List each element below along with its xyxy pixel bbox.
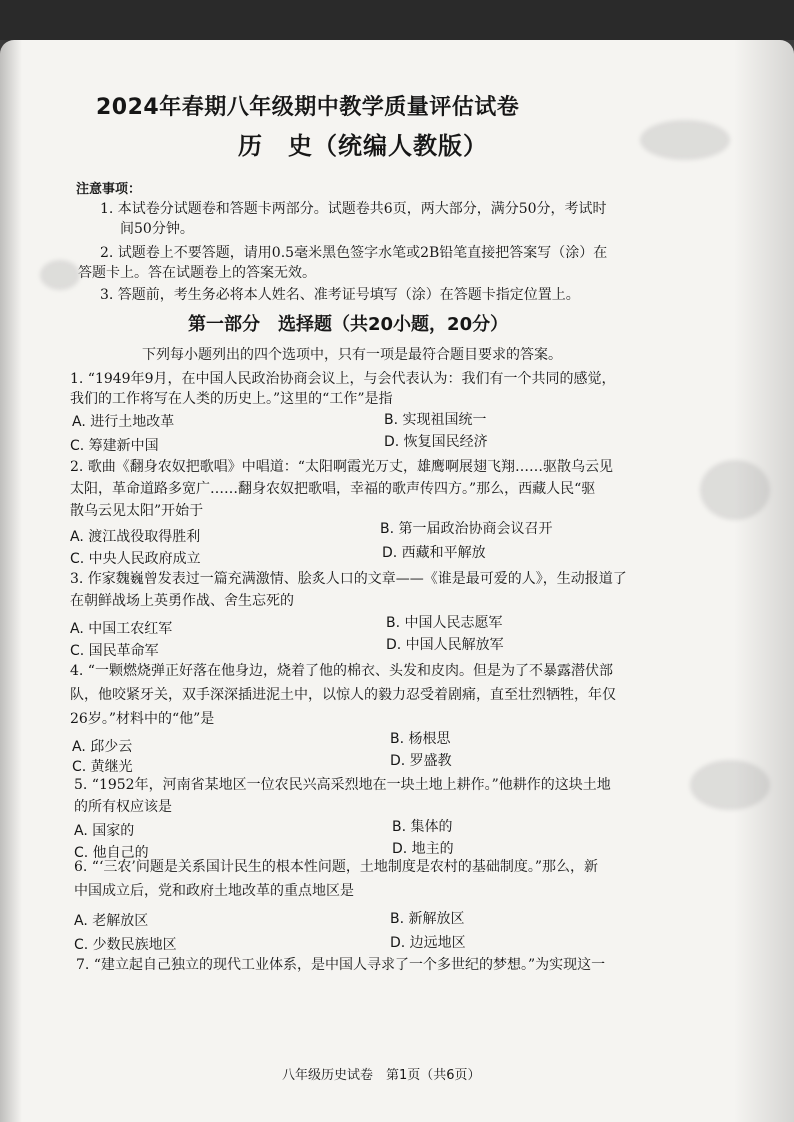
exam-subject: 历 史（统编人教版） — [238, 132, 488, 160]
question-3-stem: 3. 作家魏巍曾发表过一篇充满激情、脍炙人口的文章——《谁是最可爱的人》，生动报道了 — [70, 571, 627, 587]
question-1-stem: 我们的工作将写在人类的历史上。”这里的“工作”是指 — [70, 391, 393, 407]
scan-left-shadow — [0, 40, 22, 1122]
question-4-option-a: A. 邱少云 — [72, 739, 133, 755]
notice-heading: 注意事项： — [76, 182, 142, 197]
question-3-option-b: B. 中国人民志愿军 — [386, 615, 503, 631]
question-5-option-b: B. 集体的 — [392, 819, 453, 835]
question-4-stem: 4. “一颗燃烧弹正好落在他身边，烧着了他的棉衣、头发和皮肉。但是为了不暴露潜伏部 — [70, 663, 613, 679]
question-3-option-a: A. 中国工农红军 — [70, 621, 173, 637]
question-5-option-a: A. 国家的 — [74, 823, 135, 839]
notice-line: 3. 答题前，考生务必将本人姓名、准考证号填写（涂）在答题卡指定位置上。 — [100, 287, 580, 303]
scan-smudge — [640, 120, 730, 160]
notice-line: 间50分钟。 — [120, 221, 194, 237]
notice-line: 1. 本试卷分试题卷和答题卡两部分。试题卷共6页，两大部分，满分50分，考试时 — [100, 201, 607, 217]
question-6-option-c: C. 少数民族地区 — [74, 937, 177, 953]
question-6-stem: 6. “‘三农’问题是关系国计民生的根本性问题，土地制度是农村的基础制度。”那么，新 — [74, 859, 599, 875]
question-5-stem: 的所有权应该是 — [74, 799, 172, 815]
scan-smudge — [690, 760, 770, 810]
question-4-stem: 26岁。”材料中的“他”是 — [70, 711, 215, 727]
question-1-option-d: D. 恢复国民经济 — [384, 434, 488, 450]
question-1-option-b: B. 实现祖国统一 — [384, 412, 487, 428]
question-1-option-c: C. 筹建新中国 — [70, 438, 159, 454]
question-6-stem: 中国成立后，党和政府土地改革的重点地区是 — [74, 883, 354, 899]
question-2-option-c: C. 中央人民政府成立 — [70, 551, 201, 567]
page-footer: 八年级历史试卷 第1页（共6页） — [282, 1068, 481, 1083]
scan-smudge — [700, 460, 770, 520]
question-3-option-c: C. 国民革命军 — [70, 643, 159, 659]
question-2-stem: 太阳，革命道路多宽广……翻身农奴把歌唱，幸福的歌声传四方。”那么，西藏人民“驱 — [70, 481, 596, 497]
question-5-stem: 5. “1952年，河南省某地区一位农民兴高采烈地在一块土地上耕作。”他耕作的这块土地 — [74, 777, 611, 793]
question-4-option-b: B. 杨根思 — [390, 731, 451, 747]
question-7-stem: 7. “建立起自己独立的现代工业体系，是中国人寻求了一个多世纪的梦想。”为实现这一 — [76, 957, 606, 973]
scan-right-shadow — [734, 40, 794, 1122]
question-1-option-a: A. 进行土地改革 — [72, 414, 175, 430]
scan-smudge — [40, 260, 80, 290]
question-6-option-b: B. 新解放区 — [390, 911, 465, 927]
question-6-option-a: A. 老解放区 — [74, 913, 149, 929]
question-2-stem: 2. 歌曲《翻身农奴把歌唱》中唱道：“太阳啊霞光万丈，雄鹰啊展翅飞翔……驱散乌云见 — [70, 459, 613, 475]
question-2-option-d: D. 西藏和平解放 — [382, 545, 486, 561]
question-6-option-d: D. 边远地区 — [390, 935, 466, 951]
section-instruction: 下列每小题列出的四个选项中，只有一项是最符合题目要求的答案。 — [142, 347, 562, 363]
question-2-option-b: B. 第一届政治协商会议召开 — [380, 521, 553, 537]
question-2-option-a: A. 渡江战役取得胜利 — [70, 529, 201, 545]
notice-line: 答题卡上。答在试题卷上的答案无效。 — [78, 265, 316, 281]
question-4-option-d: D. 罗盛教 — [390, 753, 452, 769]
question-5-option-d: D. 地主的 — [392, 841, 454, 857]
question-4-option-c: C. 黄继光 — [72, 759, 133, 775]
question-4-stem: 队，他咬紧牙关，双手深深插进泥土中，以惊人的毅力忍受着剧痛，直至壮烈牺牲，年仅 — [70, 687, 616, 703]
question-1-stem: 1. “1949年9月，在中国人民政治协商会议上，与会代表认为：我们有一个共同的感觉， — [70, 371, 616, 387]
section-title: 第一部分 选择题（共20小题，20分） — [188, 314, 509, 335]
question-2-stem: 散乌云见太阳”开始于 — [70, 503, 204, 519]
exam-title: 2024年春期八年级期中教学质量评估试卷 — [96, 95, 520, 120]
question-3-stem: 在朝鲜战场上英勇作战、舍生忘死的 — [70, 593, 294, 609]
question-3-option-d: D. 中国人民解放军 — [386, 637, 504, 653]
question-5-option-c: C. 他自己的 — [74, 845, 149, 861]
notice-line: 2. 试题卷上不要答题，请用0.5毫米黑色签字水笔或2B铅笔直接把答案写（涂）在 — [100, 245, 608, 261]
